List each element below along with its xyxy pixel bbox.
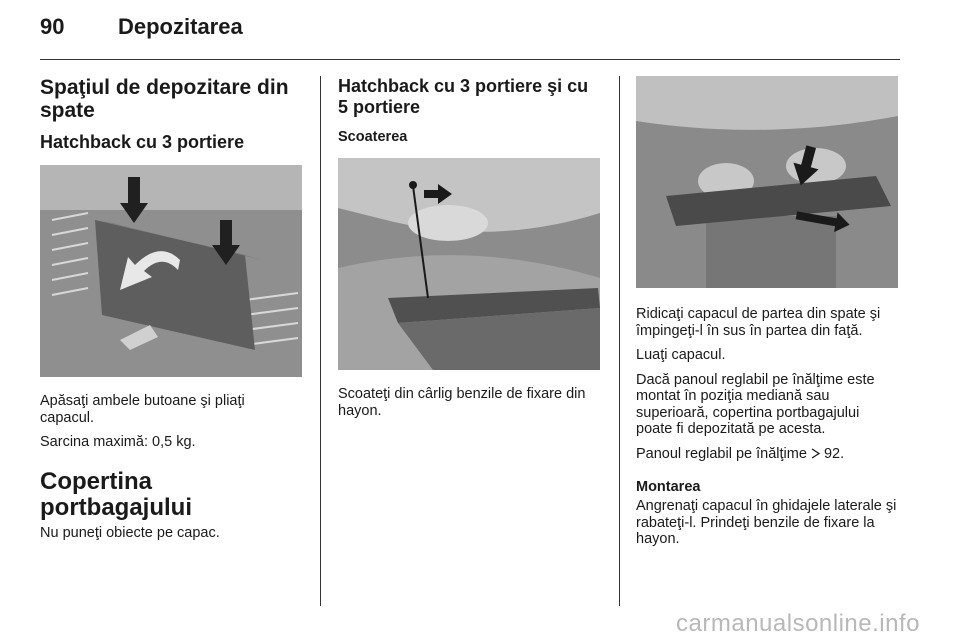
panel-reference-text: Panoul reglabil pe înălţime xyxy=(636,445,807,462)
column-1 xyxy=(40,76,302,541)
instruction-lift: Ridicaţi capacul de partea din spate şi împingeţi-l în sus în partea din faţă. xyxy=(636,306,881,339)
column-divider-2 xyxy=(619,76,620,606)
subheading-installation: Montarea xyxy=(636,479,701,495)
heading-cargo-cover: Copertina portbagajului xyxy=(40,467,192,521)
column-3 xyxy=(636,76,898,548)
heading-rear-storage: Spaţiul de depozitare din spate xyxy=(40,76,289,122)
panel-reference-page[interactable]: 92. xyxy=(823,445,845,462)
subheading-3-door: Hatchback cu 3 portiere xyxy=(40,132,245,152)
rear-storage-illustration xyxy=(40,165,302,377)
page-reference-icon xyxy=(811,446,824,462)
header-rule xyxy=(40,59,900,60)
panel-reference xyxy=(636,446,898,463)
cargo-cover-note: Nu puneţi obiecte pe capac. xyxy=(40,524,220,541)
watermark: carmanualsonline.info xyxy=(676,610,920,637)
instruction-fold: Apăsaţi ambele butoane şi pliaţi capacul. xyxy=(40,393,245,426)
instruction-stow: Dacă panoul reglabil pe înălţime este montat în poziţia mediană sau superioară, copertina portbagajului poate fi depozitată pe acesta. xyxy=(636,371,875,437)
instruction-take: Luaţi capacul. xyxy=(636,347,726,363)
page-number: 90 xyxy=(40,14,65,39)
column-2 xyxy=(338,76,600,419)
instruction-unhook: Scoateţi din cârlig benzile de fixare din hayon. xyxy=(338,386,586,419)
section-title: Depozitarea xyxy=(118,14,243,39)
instruction-install: Angrenaţi capacul în ghidajele laterale şi rabateţi-l. Prindeţi benzile de fixare la hayon. xyxy=(636,498,897,547)
heading-hatchback-3-5-door: Hatchback cu 3 portiere şi cu 5 portiere xyxy=(338,76,589,117)
max-load: Sarcina maximă: 0,5 kg. xyxy=(40,434,196,450)
column-divider-1 xyxy=(320,76,321,606)
subheading-removal: Scoaterea xyxy=(338,129,408,145)
lift-cover-illustration xyxy=(636,76,898,288)
removal-illustration xyxy=(338,158,600,370)
